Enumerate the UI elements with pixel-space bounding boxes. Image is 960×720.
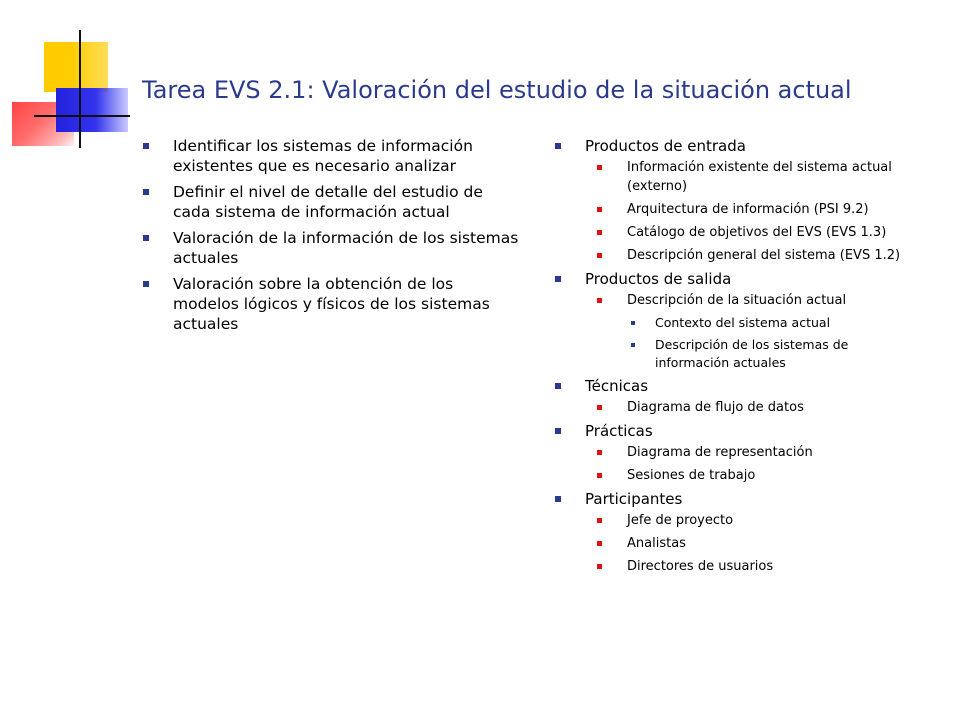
list-item — [143, 228, 523, 268]
red-square-bullet-icon — [597, 230, 602, 235]
sub-list-item-text: Diagrama de flujo de datos — [627, 400, 804, 415]
red-square-bullet-icon — [597, 253, 602, 258]
sub-list-item-text: Descripción general del sistema (EVS 1.2) — [627, 248, 901, 263]
sub-list — [585, 511, 945, 576]
section-productos-salida — [555, 269, 945, 372]
list-item-text: Definir el nivel de detalle del estudio de cada sistema de información actual — [173, 183, 483, 221]
sub-list-item — [597, 246, 945, 265]
list-item — [143, 182, 523, 222]
sub-sub-list-item-text: Descripción de los sistemas de información actuales — [655, 337, 849, 370]
list-item-text: Valoración de la información de los sistemas actuales — [173, 229, 519, 267]
section-productos-entrada — [555, 136, 945, 265]
sub-list — [585, 443, 945, 485]
sub-list-item-text: Información existente del sistema actual (externo) — [627, 160, 892, 194]
square-bullet-icon — [555, 383, 561, 389]
sub-list-item — [597, 511, 945, 530]
sub-list-item-text: Catálogo de objetivos del EVS (EVS 1.3) — [627, 225, 887, 240]
decorative-vertical-line — [79, 30, 81, 148]
small-square-bullet-icon — [631, 321, 635, 325]
square-bullet-icon — [143, 143, 149, 149]
sub-list-item-text: Jefe de proyecto — [627, 513, 734, 528]
sub-list — [585, 291, 945, 372]
left-bullet-list — [143, 136, 523, 340]
sub-list-item — [597, 534, 945, 553]
section-tecnicas — [555, 376, 945, 417]
decorative-yellow-fade — [44, 42, 108, 92]
red-square-bullet-icon — [597, 450, 602, 455]
section-label: Prácticas — [585, 422, 653, 440]
square-bullet-icon — [143, 189, 149, 195]
sub-list-item — [597, 223, 945, 242]
red-square-bullet-icon — [597, 473, 602, 478]
square-bullet-icon — [555, 496, 561, 502]
section-label: Productos de salida — [585, 270, 732, 288]
sub-list-item — [597, 557, 945, 576]
sub-list-item-text: Analistas — [627, 536, 686, 551]
square-bullet-icon — [143, 235, 149, 241]
list-item — [143, 136, 523, 176]
sub-sub-list-item — [631, 336, 945, 372]
square-bullet-icon — [555, 276, 561, 282]
red-square-bullet-icon — [597, 564, 602, 569]
sub-list-item-text: Sesiones de trabajo — [627, 468, 756, 483]
section-label: Participantes — [585, 490, 683, 508]
sub-list-item-text: Directores de usuarios — [627, 559, 774, 574]
decorative-horizontal-line — [34, 115, 130, 117]
red-square-bullet-icon — [597, 298, 602, 303]
section-label: Productos de entrada — [585, 137, 746, 155]
section-participantes — [555, 489, 945, 576]
sub-sub-list-item — [631, 314, 945, 332]
sub-list-item — [597, 291, 945, 310]
square-bullet-icon — [555, 143, 561, 149]
list-item-text: Valoración sobre la obtención de los modelos lógicos y físicos de los sistemas actuales — [173, 275, 490, 333]
red-square-bullet-icon — [597, 405, 602, 410]
sub-list — [585, 158, 945, 265]
sub-sub-list-item-text: Contexto del sistema actual — [655, 315, 831, 330]
sub-list-item — [597, 398, 945, 417]
section-label: Técnicas — [585, 377, 649, 395]
small-square-bullet-icon — [631, 343, 635, 347]
sub-list — [585, 398, 945, 417]
right-bullet-list — [555, 136, 945, 580]
red-square-bullet-icon — [597, 165, 602, 170]
decorative-blue-square — [56, 88, 128, 132]
slide-title: Tarea EVS 2.1: Valoración del estudio de la situación actual — [142, 76, 852, 104]
sub-list-item-text: Descripción de la situación actual — [627, 293, 847, 308]
sub-list-item-text: Diagrama de representación — [627, 445, 813, 460]
list-item-text: Identificar los sistemas de información existentes que es necesario analizar — [173, 137, 473, 175]
sub-list-item — [597, 200, 945, 219]
sub-list-item-text: Arquitectura de información (PSI 9.2) — [627, 202, 869, 217]
list-item — [143, 274, 523, 334]
sub-list-item — [597, 466, 945, 485]
square-bullet-icon — [555, 428, 561, 434]
red-square-bullet-icon — [597, 207, 602, 212]
sub-list-item — [597, 443, 945, 462]
section-practicas — [555, 421, 945, 485]
square-bullet-icon — [143, 281, 149, 287]
red-square-bullet-icon — [597, 518, 602, 523]
red-square-bullet-icon — [597, 541, 602, 546]
sub-list-item — [597, 158, 945, 196]
